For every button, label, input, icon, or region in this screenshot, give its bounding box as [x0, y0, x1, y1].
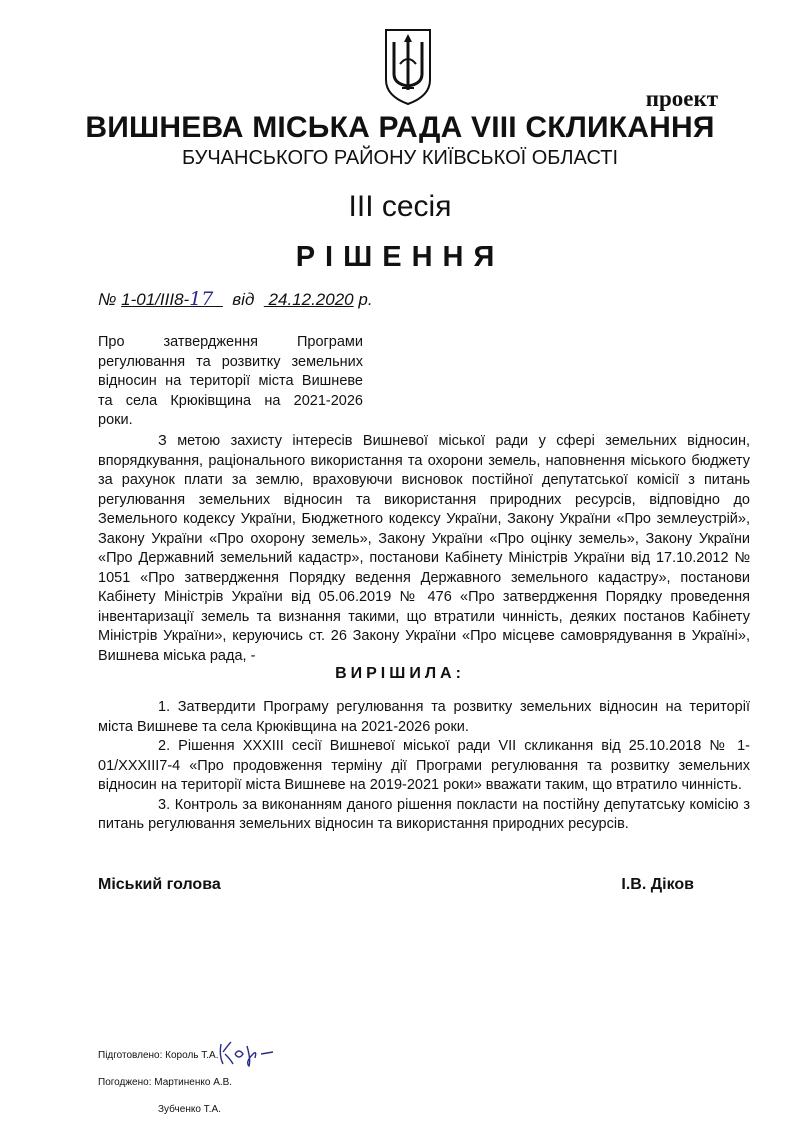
council-name: ВИШНЕВА МІСЬКА РАДА VIII СКЛИКАННЯ — [85, 111, 715, 144]
agreed-by-second: Зубченко Т.А. — [158, 1104, 221, 1115]
handwritten-number: 17 — [189, 288, 214, 310]
session-title: ІІІ сесія — [348, 190, 452, 223]
decision-subject: Про затвердження Програми регулювання та розвитку земельних відносин на території міста Вишневе та села Крюківщина на 2021-2026 роки. — [98, 334, 363, 428]
year-suffix: р. — [358, 290, 373, 309]
preamble-text: З метою захисту інтересів Вишневої міської ради у сфері земельних відносин, впорядкування, раціонального використання та охорони земель, наповнення міського бюджету за рахунок плати за землю, враховуючи висновок постійної депутатської комісії з питань регулювання земельних відносин та використання природних ресурсів, відповідно до Земельного кодексу України, Бюджетного кодексу України, Закону України «Про землеустрій», Закону України «Про охорону земель», Закону України «Про оцінку земель», Закону України «Про Державний земельний кадастр», постанови Кабінету Міністрів України від 17.10.2012 № 1051 «Про затвердження Порядку ведення Державного земельного кадастру», постанови Кабінету Міністрів України від 05.06.2019 № 476 «Про затвердження Порядку проведення інвентаризації земель та визнання такими, що втратили чинність, деяких постанов Кабінету Міністрів України», керуючись ст. 26 Закону України «Про місцеве самоврядування в Україні», Вишнева міська рада, - — [98, 433, 750, 664]
preamble — [98, 432, 750, 666]
mayor-name: І.В. Діков — [621, 876, 694, 893]
decision-item: 1. Затвердити Програму регулювання та розвитку земельних відносин на території міста Вишневе та села Крюківщина на 2021-2026 роки. — [98, 699, 750, 735]
handwritten-signature — [217, 1036, 277, 1068]
mayor-title: Міський голова — [98, 876, 221, 893]
document-number: 1-01/ІІІ8-17 — [121, 288, 214, 310]
trident-icon — [382, 24, 434, 106]
decision-item: 2. Рішення XXXIII сесії Вишневої міської ради VII скликання від 25.10.2018 № 1-01/XXXIII7-4 «Про продовження терміну дії Програми регулювання та розвитку земельних відносин на території міста Вишневе на 2019-2021 роки» вважати таким, що втратило чинність. — [98, 738, 750, 793]
document-date: 24.12.2020 — [268, 290, 354, 309]
district-name: БУЧАНСЬКОГО РАЙОНУ КИЇВСЬКОЇ ОБЛАСТІ — [181, 147, 618, 169]
decision-item: 3. Контроль за виконанням даного рішення покласти на постійну депутатську комісію з питань регулювання земельних відносин та використання природних ресурсів. — [98, 796, 750, 832]
decision-items — [98, 698, 750, 835]
document-type: РІШЕННЯ — [295, 241, 505, 273]
prepared-by: Підготовлено: Король Т.А. — [98, 1050, 219, 1061]
agreed-by: Погоджено: Мартиненко А.В. — [98, 1077, 233, 1088]
document-number-line — [98, 288, 373, 310]
date-from-label: від — [232, 290, 255, 309]
draft-label: проект — [645, 86, 718, 111]
resolved-heading: ВИРІШИЛА: — [335, 665, 465, 682]
number-prefix: № — [98, 290, 117, 309]
